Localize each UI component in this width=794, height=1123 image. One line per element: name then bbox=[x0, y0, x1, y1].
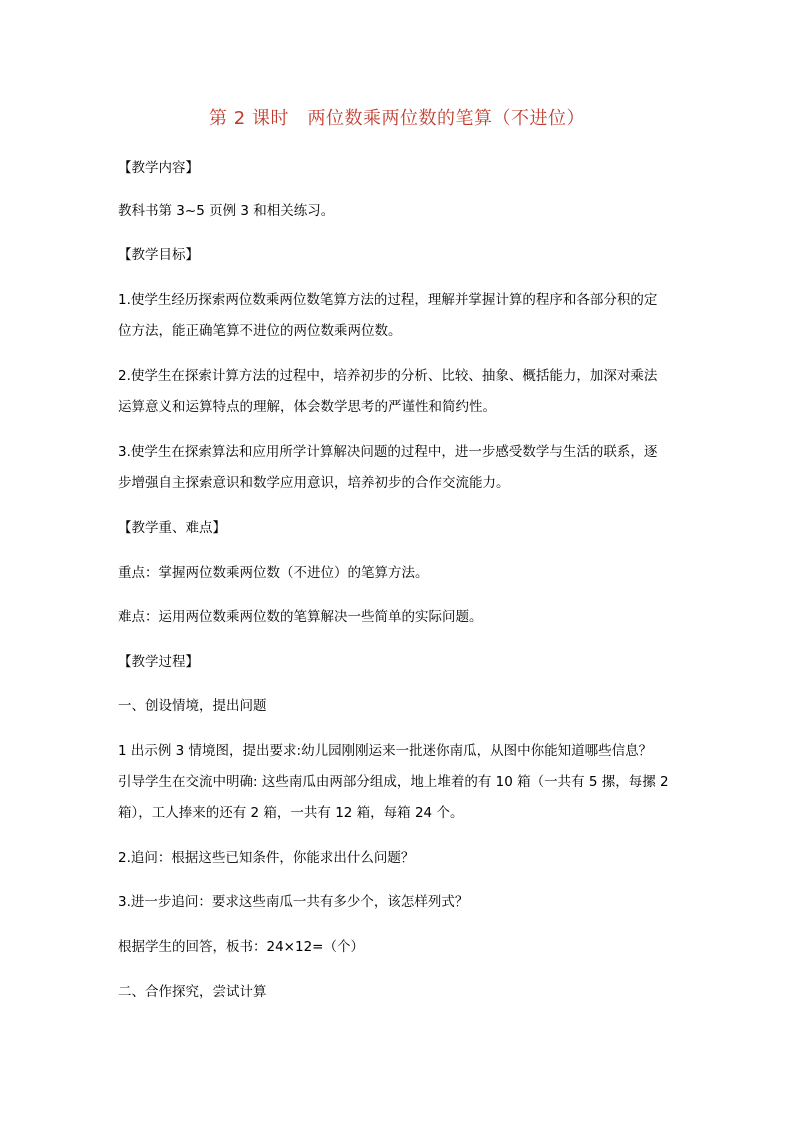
section-heading-goals: 【教学目标】 bbox=[118, 247, 199, 263]
goal-2-line-2: 运算意义和运算特点的理解，体会数学思考的严谨性和简约性。 bbox=[118, 399, 496, 415]
step-1-item-1-line-1: 1 出示例 3 情境图，提出要求:幼儿园刚刚运来一批迷你南瓜，从图中你能知道哪些信息？ bbox=[118, 743, 653, 759]
step-1-item-1-line-2: 引导学生在交流中明确: 这些南瓜由两部分组成，地上堆着的有 10 箱（一共有 5 摞，每摞 2 bbox=[118, 774, 669, 790]
key-point-text: 重点：掌握两位数乘两位数（不进位）的笔算方法。 bbox=[118, 565, 429, 581]
step-1-item-2: 2.追问：根据这些已知条件，你能求出什么问题？ bbox=[118, 850, 415, 866]
step-1-item-3: 3.进一步追问：要求这些南瓜一共有多少个，该怎样列式？ bbox=[118, 894, 469, 910]
content-text: 教科书第 3~5 页例 3 和相关练习。 bbox=[118, 203, 335, 219]
step-1-item-1-line-3: 箱），工人捧来的还有 2 箱，一共有 12 箱，每箱 24 个。 bbox=[118, 805, 464, 821]
step-1-heading: 一、创设情境，提出问题 bbox=[118, 698, 267, 714]
section-heading-content: 【教学内容】 bbox=[118, 160, 199, 176]
section-heading-process: 【教学过程】 bbox=[118, 654, 199, 670]
goal-3-line-2: 步增强自主探索意识和数学应用意识，培养初步的合作交流能力。 bbox=[118, 475, 510, 491]
section-heading-key-points: 【教学重、难点】 bbox=[118, 520, 226, 536]
goal-1-line-2: 位方法，能正确笔算不进位的两位数乘两位数。 bbox=[118, 323, 402, 339]
step-1-board-note: 根据学生的回答，板书：24×12=（个） bbox=[118, 939, 364, 955]
difficult-point-text: 难点：运用两位数乘两位数的笔算解决一些简单的实际问题。 bbox=[118, 609, 483, 625]
step-2-heading: 二、合作探究，尝试计算 bbox=[118, 984, 267, 1000]
goal-2-line-1: 2.使学生在探索计算方法的过程中，培养初步的分析、比较、抽象、概括能力，加深对乘法 bbox=[118, 368, 658, 384]
goal-1-line-1: 1.使学生经历探索两位数乘两位数笔算方法的过程，理解并掌握计算的程序和各部分积的定 bbox=[118, 292, 658, 308]
goal-3-line-1: 3.使学生在探索算法和应用所学计算解决问题的过程中，进一步感受数学与生活的联系，逐 bbox=[118, 444, 658, 460]
page-title: 第 2 课时 两位数乘两位数的笔算（不进位） bbox=[209, 108, 585, 129]
